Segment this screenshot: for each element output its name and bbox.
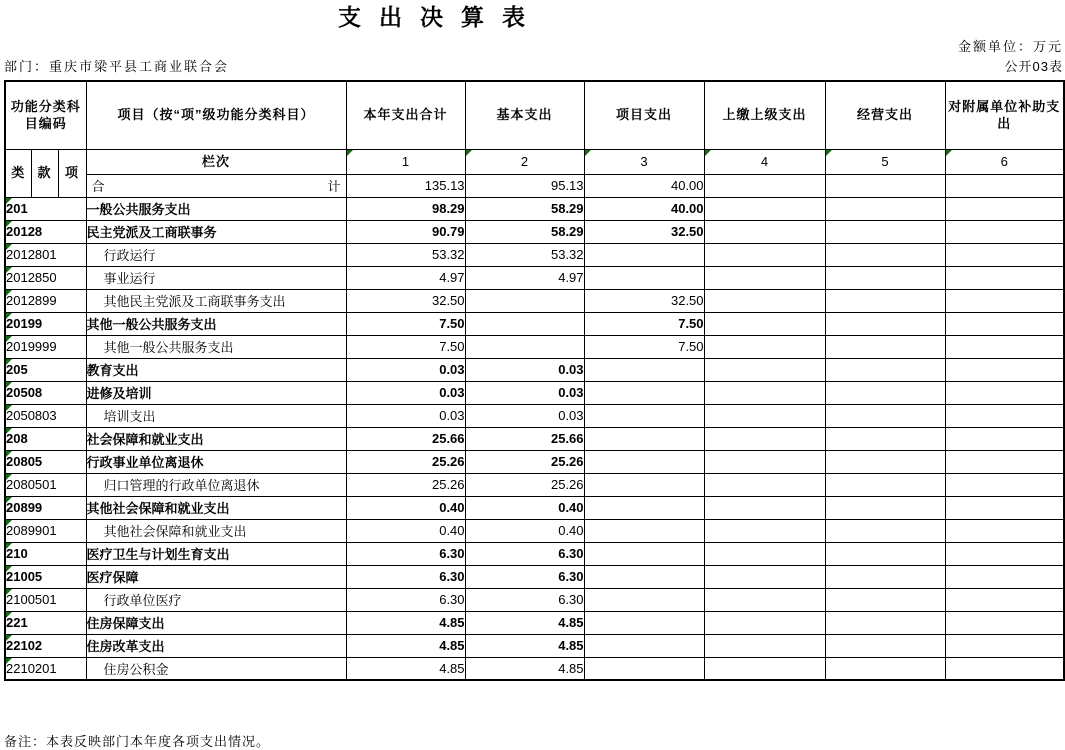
row-value-cell [584, 496, 704, 519]
row-value-cell: 90.79 [346, 220, 465, 243]
row-value-cell [945, 197, 1064, 220]
row-value-cell: 0.40 [465, 519, 584, 542]
row-value-cell [825, 611, 945, 634]
row-value-cell: 40.00 [584, 197, 704, 220]
row-value-cell [825, 657, 945, 680]
row-name-cell: 其他一般公共服务支出 [86, 335, 346, 358]
row-value-cell [825, 473, 945, 496]
row-value-cell [945, 381, 1064, 404]
row-code: 2012801 [6, 247, 57, 262]
sub-header-section: 款 [31, 149, 58, 197]
department-label: 部门：重庆市梁平县工商业联合会 [4, 59, 230, 74]
row-value-cell [584, 381, 704, 404]
row-code: 2019999 [6, 339, 57, 354]
row-code-cell [5, 634, 86, 657]
row-code-cell [5, 243, 86, 266]
total-value-cell: 40.00 [584, 174, 704, 197]
row-value-cell [945, 427, 1064, 450]
row-value-cell [584, 404, 704, 427]
row-value-cell [825, 312, 945, 335]
corner-marker-icon [946, 150, 952, 156]
table-row [5, 588, 1064, 611]
row-code-cell [5, 519, 86, 542]
row-value-cell: 0.40 [346, 519, 465, 542]
row-name-cell: 住房公积金 [86, 657, 346, 680]
row-value-cell: 7.50 [346, 335, 465, 358]
row-code: 205 [6, 362, 28, 377]
table-row [5, 565, 1064, 588]
row-value-cell [825, 289, 945, 312]
row-code-cell [5, 358, 86, 381]
row-value-cell [825, 243, 945, 266]
row-value-cell [584, 266, 704, 289]
row-value-cell [825, 427, 945, 450]
row-code: 2089901 [6, 523, 57, 538]
row-value-cell [945, 588, 1064, 611]
row-value-cell: 0.03 [346, 381, 465, 404]
row-value-cell: 25.26 [465, 473, 584, 496]
sheet-label: 公开03表 [1004, 59, 1063, 74]
lane-number: 4 [760, 154, 769, 169]
row-value-cell [584, 243, 704, 266]
row-code-cell [5, 404, 86, 427]
corner-marker-icon [6, 589, 12, 595]
corner-marker-icon [6, 221, 12, 227]
row-value-cell: 58.29 [465, 220, 584, 243]
row-value-cell: 6.30 [346, 565, 465, 588]
lane-number: 2 [520, 154, 529, 169]
table-row [5, 358, 1064, 381]
row-value-cell [825, 634, 945, 657]
table-row [5, 404, 1064, 427]
table-row [5, 496, 1064, 519]
row-value-cell [584, 358, 704, 381]
header-row-lane [5, 149, 1064, 174]
corner-marker-icon [6, 612, 12, 618]
row-value-cell [704, 473, 825, 496]
row-code-cell [5, 450, 86, 473]
lane-label: 栏次 [86, 149, 346, 174]
row-name-cell: 民主党派及工商联事务 [86, 220, 346, 243]
row-value-cell: 6.30 [465, 565, 584, 588]
row-value-cell [704, 197, 825, 220]
corner-marker-icon [6, 543, 12, 549]
row-value-cell: 0.03 [465, 404, 584, 427]
row-name-cell: 其他民主党派及工商联事务支出 [86, 289, 346, 312]
row-value-cell [704, 243, 825, 266]
row-code: 20508 [6, 385, 43, 400]
table-row [5, 243, 1064, 266]
table-row [5, 289, 1064, 312]
row-code: 221 [6, 615, 28, 630]
row-value-cell [584, 519, 704, 542]
row-value-cell: 0.40 [465, 496, 584, 519]
row-code: 2050803 [6, 408, 57, 423]
page-title: 支出决算表 [338, 4, 543, 30]
corner-marker-icon [6, 290, 12, 296]
row-code: 2080501 [6, 477, 57, 492]
row-code: 21005 [6, 569, 43, 584]
row-value-cell [704, 358, 825, 381]
corner-marker-icon [6, 474, 12, 480]
row-code-cell [5, 588, 86, 611]
row-value-cell [825, 496, 945, 519]
row-value-cell [704, 611, 825, 634]
corner-marker-icon [6, 566, 12, 572]
table-row [5, 266, 1064, 289]
total-value-cell [704, 174, 825, 197]
corner-marker-icon [347, 150, 353, 156]
row-name-cell: 其他社会保障和就业支出 [86, 496, 346, 519]
row-value-cell [584, 565, 704, 588]
col-header-basic: 基本支出 [465, 81, 584, 149]
row-value-cell [584, 542, 704, 565]
row-name-cell: 住房保障支出 [86, 611, 346, 634]
row-value-cell: 6.30 [465, 542, 584, 565]
row-value-cell: 0.03 [346, 404, 465, 427]
corner-marker-icon [6, 658, 12, 664]
row-name-cell: 归口管理的行政单位离退休 [86, 473, 346, 496]
row-value-cell: 32.50 [346, 289, 465, 312]
row-code: 20128 [6, 224, 43, 239]
row-value-cell: 4.85 [465, 611, 584, 634]
row-name-cell: 医疗保障 [86, 565, 346, 588]
row-value-cell: 0.03 [465, 381, 584, 404]
table-row [5, 450, 1064, 473]
table-row [5, 220, 1064, 243]
row-value-cell [465, 312, 584, 335]
row-value-cell [704, 381, 825, 404]
col-header-operating: 经营支出 [825, 81, 945, 149]
unit-label: 金额单位：万元 [957, 39, 1063, 54]
row-value-cell [825, 381, 945, 404]
col-header-upper: 上缴上级支出 [704, 81, 825, 149]
col-header-subsidy: 对附属单位补助支出 [945, 81, 1064, 149]
row-value-cell: 32.50 [584, 220, 704, 243]
sub-header-item: 项 [58, 149, 86, 197]
row-value-cell [825, 588, 945, 611]
corner-marker-icon [6, 497, 12, 503]
row-value-cell: 53.32 [346, 243, 465, 266]
row-value-cell [945, 611, 1064, 634]
row-value-cell [945, 542, 1064, 565]
row-value-cell: 4.85 [346, 657, 465, 680]
row-code-cell [5, 381, 86, 404]
row-value-cell: 4.85 [465, 634, 584, 657]
row-value-cell [584, 611, 704, 634]
col-header-total: 本年支出合计 [346, 81, 465, 149]
row-value-cell [945, 243, 1064, 266]
row-value-cell: 6.30 [346, 588, 465, 611]
total-label-right: 计 [327, 179, 341, 194]
corner-marker-icon [6, 313, 12, 319]
table-row [5, 427, 1064, 450]
corner-marker-icon [826, 150, 832, 156]
row-value-cell: 25.26 [465, 450, 584, 473]
row-value-cell: 7.50 [346, 312, 465, 335]
table-row [5, 611, 1064, 634]
row-value-cell [584, 427, 704, 450]
row-name-cell: 事业运行 [86, 266, 346, 289]
row-value-cell [584, 634, 704, 657]
row-value-cell: 58.29 [465, 197, 584, 220]
row-value-cell: 25.66 [346, 427, 465, 450]
footnote: 备注：本表反映部门本年度各项支出情况。 [4, 734, 271, 749]
row-value-cell [704, 450, 825, 473]
total-value-cell [945, 174, 1064, 197]
row-value-cell [945, 266, 1064, 289]
expenditure-table [4, 80, 1065, 681]
table-row [5, 519, 1064, 542]
row-value-cell [945, 289, 1064, 312]
row-name-cell: 培训支出 [86, 404, 346, 427]
total-value-cell [825, 174, 945, 197]
row-code-cell [5, 473, 86, 496]
row-value-cell [945, 473, 1064, 496]
row-value-cell: 4.97 [465, 266, 584, 289]
row-value-cell: 0.03 [346, 358, 465, 381]
row-value-cell: 7.50 [584, 312, 704, 335]
lane-number-cell [945, 149, 1064, 174]
row-value-cell [584, 588, 704, 611]
row-code: 2012850 [6, 270, 57, 285]
total-label-left: 合 [91, 179, 105, 194]
row-value-cell [945, 312, 1064, 335]
row-value-cell [465, 335, 584, 358]
row-value-cell [945, 657, 1064, 680]
row-value-cell [945, 335, 1064, 358]
row-value-cell: 6.30 [346, 542, 465, 565]
corner-marker-icon [6, 359, 12, 365]
lane-number-cell [704, 149, 825, 174]
row-value-cell [825, 450, 945, 473]
table-row [5, 335, 1064, 358]
row-code-cell [5, 220, 86, 243]
total-value-cell: 135.13 [346, 174, 465, 197]
row-value-cell: 0.40 [346, 496, 465, 519]
row-code-cell [5, 542, 86, 565]
lane-number: 5 [881, 154, 889, 169]
row-value-cell: 0.03 [465, 358, 584, 381]
row-value-cell: 53.32 [465, 243, 584, 266]
row-value-cell [584, 473, 704, 496]
row-name-cell: 行政事业单位离退休 [86, 450, 346, 473]
row-value-cell: 4.85 [465, 657, 584, 680]
corner-marker-icon [705, 150, 711, 156]
row-value-cell: 4.85 [346, 634, 465, 657]
row-code: 2210201 [6, 660, 57, 676]
row-value-cell [945, 634, 1064, 657]
row-value-cell [704, 496, 825, 519]
corner-marker-icon [6, 198, 12, 204]
row-value-cell [825, 358, 945, 381]
table-row [5, 312, 1064, 335]
row-code: 210 [6, 546, 28, 561]
corner-marker-icon [6, 405, 12, 411]
row-name-cell: 进修及培训 [86, 381, 346, 404]
row-value-cell [945, 450, 1064, 473]
row-value-cell [825, 519, 945, 542]
table-row [5, 381, 1064, 404]
table-row [5, 473, 1064, 496]
row-value-cell [825, 220, 945, 243]
row-name-cell: 一般公共服务支出 [86, 197, 346, 220]
row-code-cell [5, 312, 86, 335]
row-name-cell: 医疗卫生与计划生育支出 [86, 542, 346, 565]
row-value-cell: 32.50 [584, 289, 704, 312]
corner-marker-icon [6, 428, 12, 434]
row-code-cell [5, 197, 86, 220]
row-value-cell [465, 289, 584, 312]
row-code: 22102 [6, 638, 43, 653]
row-value-cell [825, 197, 945, 220]
row-name-cell: 教育支出 [86, 358, 346, 381]
row-code: 2012899 [6, 293, 57, 308]
row-value-cell [825, 335, 945, 358]
lane-number: 1 [401, 154, 410, 169]
total-label-cell [86, 174, 346, 197]
row-code-cell [5, 335, 86, 358]
row-value-cell [704, 634, 825, 657]
corner-marker-icon [6, 244, 12, 250]
row-value-cell [584, 657, 704, 680]
corner-marker-icon [6, 382, 12, 388]
row-value-cell [704, 588, 825, 611]
row-value-cell: 25.66 [465, 427, 584, 450]
row-value-cell [945, 220, 1064, 243]
corner-marker-icon [6, 520, 12, 526]
row-value-cell [704, 289, 825, 312]
row-value-cell [825, 542, 945, 565]
corner-marker-icon [6, 336, 12, 342]
row-value-cell: 25.26 [346, 450, 465, 473]
row-value-cell [945, 358, 1064, 381]
row-code-cell [5, 565, 86, 588]
row-value-cell [704, 404, 825, 427]
lane-number-cell [346, 149, 465, 174]
lane-number-cell [465, 149, 584, 174]
row-value-cell [704, 565, 825, 588]
col-header-project: 项目（按“项”级功能分类科目） [86, 81, 346, 149]
row-value-cell: 6.30 [465, 588, 584, 611]
row-code: 2100501 [6, 592, 57, 607]
total-value-cell: 95.13 [465, 174, 584, 197]
row-code-cell [5, 289, 86, 312]
row-value-cell: 98.29 [346, 197, 465, 220]
row-value-cell [945, 496, 1064, 519]
row-value-cell [825, 565, 945, 588]
row-code: 201 [6, 201, 28, 216]
row-code: 20199 [6, 316, 43, 331]
row-name-cell: 其他一般公共服务支出 [86, 312, 346, 335]
row-value-cell: 4.85 [346, 611, 465, 634]
col-header-project-exp: 项目支出 [584, 81, 704, 149]
row-code-cell [5, 427, 86, 450]
header-row-main [5, 81, 1064, 149]
row-value-cell [945, 519, 1064, 542]
row-value-cell [704, 427, 825, 450]
row-value-cell [704, 220, 825, 243]
table-row [5, 197, 1064, 220]
row-name-cell: 社会保障和就业支出 [86, 427, 346, 450]
row-value-cell [825, 266, 945, 289]
row-value-cell [704, 519, 825, 542]
lane-number: 3 [640, 154, 648, 169]
lane-number: 6 [1000, 154, 1008, 169]
row-value-cell [945, 565, 1064, 588]
table-row [5, 657, 1064, 680]
row-name-cell: 行政运行 [86, 243, 346, 266]
row-value-cell: 4.97 [346, 266, 465, 289]
corner-marker-icon [6, 451, 12, 457]
row-name-cell: 其他社会保障和就业支出 [86, 519, 346, 542]
row-code: 208 [6, 431, 28, 446]
row-code-cell [5, 611, 86, 634]
row-value-cell [704, 542, 825, 565]
col-header-code: 功能分类科目编码 [5, 81, 86, 149]
row-code-cell [5, 496, 86, 519]
corner-marker-icon [6, 267, 12, 273]
row-value-cell [704, 657, 825, 680]
total-row [5, 174, 1064, 197]
row-value-cell [825, 404, 945, 427]
row-value-cell [704, 266, 825, 289]
row-code: 20805 [6, 454, 43, 469]
lane-number-cell [584, 149, 704, 174]
corner-marker-icon [6, 635, 12, 641]
table-body [5, 197, 1064, 680]
sub-header-class: 类 [5, 149, 31, 197]
table-row [5, 542, 1064, 565]
row-value-cell [704, 335, 825, 358]
table-row [5, 634, 1064, 657]
row-name-cell: 住房改革支出 [86, 634, 346, 657]
row-value-cell [584, 450, 704, 473]
lane-number-cell [825, 149, 945, 174]
row-code-cell [5, 657, 86, 680]
row-value-cell [945, 404, 1064, 427]
row-value-cell [704, 312, 825, 335]
row-value-cell: 25.26 [346, 473, 465, 496]
row-value-cell: 7.50 [584, 335, 704, 358]
corner-marker-icon [466, 150, 472, 156]
row-code: 20899 [6, 500, 43, 515]
row-code-cell [5, 266, 86, 289]
corner-marker-icon [585, 150, 591, 156]
row-name-cell: 行政单位医疗 [86, 588, 346, 611]
